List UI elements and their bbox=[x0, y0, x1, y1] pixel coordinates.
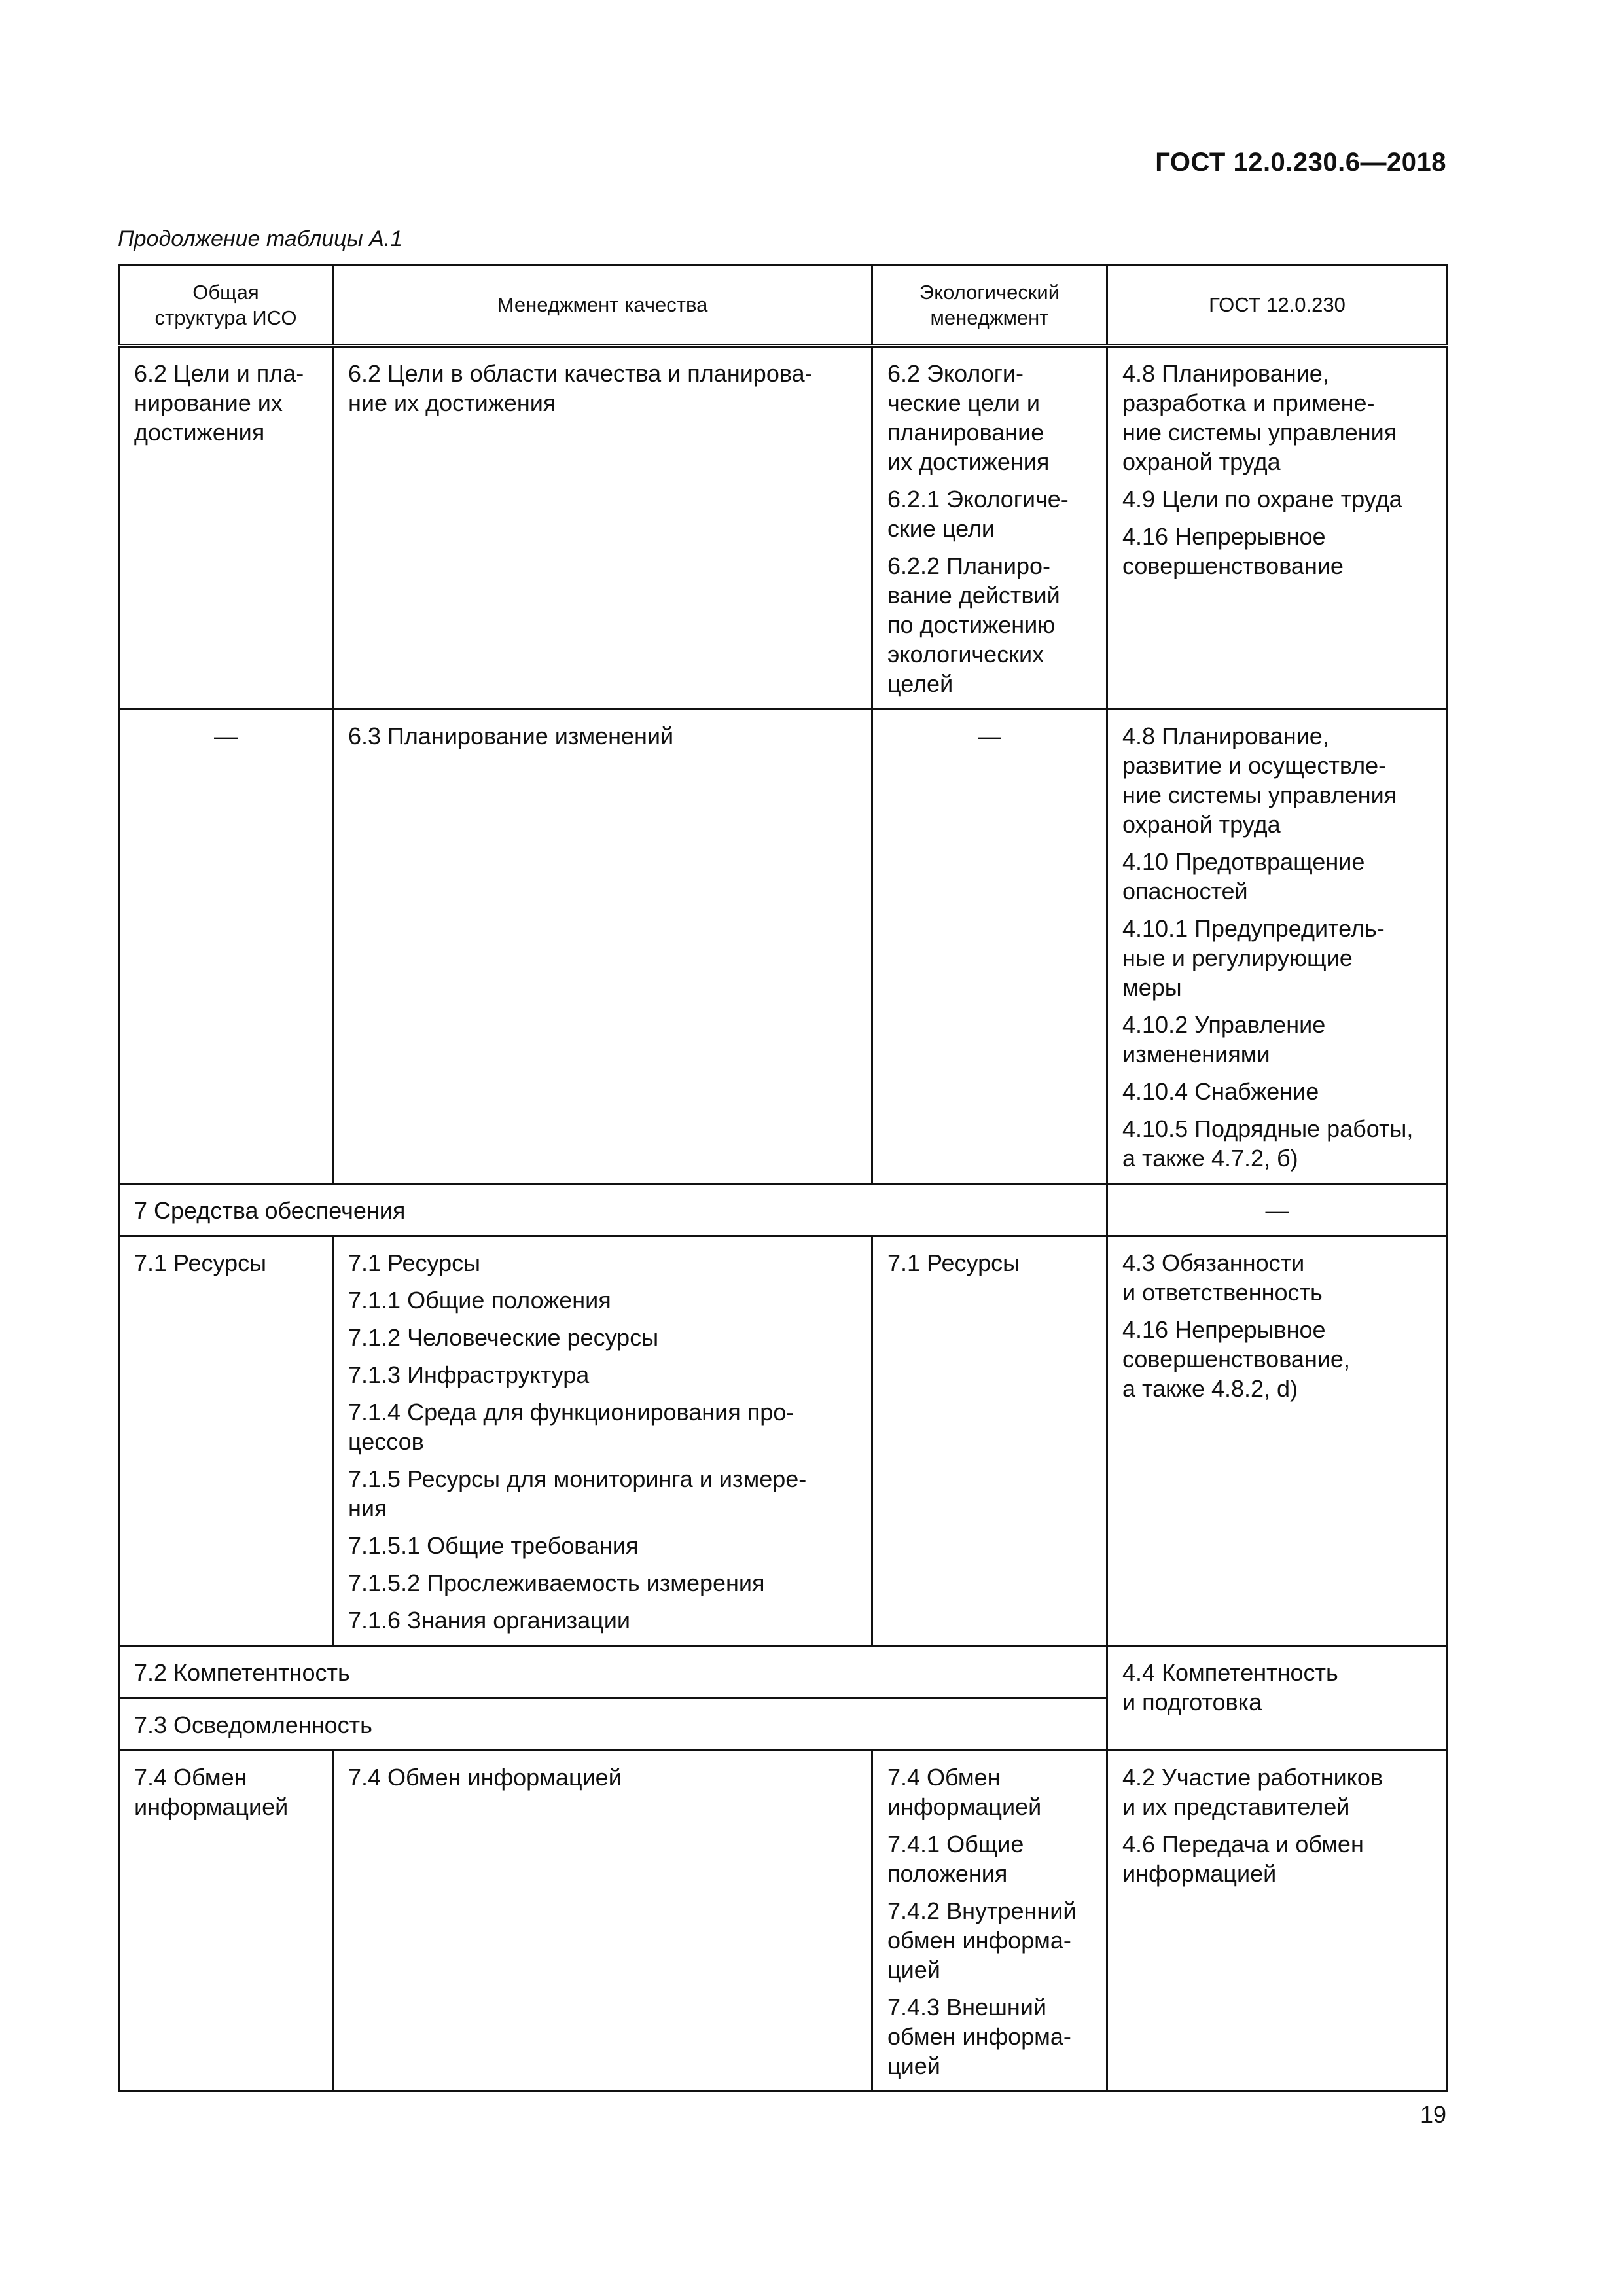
cell-quality bbox=[333, 709, 872, 1184]
cell-iso bbox=[119, 1751, 333, 2092]
cell-text: 7.4 Обмен информацией bbox=[134, 1764, 289, 1820]
cell-text: — bbox=[214, 723, 238, 749]
cell-span-section bbox=[119, 1184, 1107, 1236]
cell-text: 4.6 Передача и обмен информацией bbox=[1122, 1831, 1364, 1887]
cell-text: 6.3 Планирование изменений bbox=[348, 723, 674, 749]
cell-text: 7.4.3 Внешний обмен информа- цией bbox=[887, 1994, 1071, 2079]
cell-text: 7.1 Ресурсы bbox=[348, 1249, 480, 1276]
cell-text: 4.10.4 Снабжение bbox=[1122, 1078, 1319, 1105]
cell-gost bbox=[1107, 1646, 1448, 1751]
cell-text: 4.10.1 Предупредитель- ные и регулирующие меры bbox=[1122, 915, 1385, 1001]
cell-text: 7.1.5.2 Прослеживаемость измерения bbox=[348, 1570, 765, 1596]
cell-text: 4.16 Непрерывное совершенствование bbox=[1122, 523, 1344, 579]
cell-text: 7.4.2 Внутренний обмен информа- цией bbox=[887, 1897, 1077, 1983]
cell-environmental bbox=[872, 1751, 1107, 2092]
cell-text: 4.16 Непрерывное совершенствование, а также 4.8.2, d) bbox=[1122, 1316, 1350, 1402]
cell-text: 7.1.3 Инфраструктура bbox=[348, 1361, 590, 1388]
cell-iso bbox=[119, 1236, 333, 1646]
cell-environmental bbox=[872, 346, 1107, 709]
comparison-table bbox=[118, 264, 1448, 2092]
cell-text: 6.2.2 Планиро- вание действий по достижению экологических целей bbox=[887, 552, 1060, 697]
cell-iso bbox=[119, 709, 333, 1184]
cell-text: 7.1.6 Знания организации bbox=[348, 1607, 630, 1634]
cell-text: — bbox=[978, 723, 1001, 749]
cell-gost bbox=[1107, 1236, 1448, 1646]
header-label: Менеджмент качества bbox=[497, 293, 708, 316]
table-header-row bbox=[119, 265, 1448, 346]
header-iso-structure bbox=[119, 265, 333, 346]
cell-text: 4.4 Компетентность и подготовка bbox=[1122, 1659, 1338, 1715]
header-gost bbox=[1107, 265, 1448, 346]
cell-quality bbox=[333, 1751, 872, 2092]
cell-text: 7.4 Обмен информацией bbox=[887, 1764, 1042, 1820]
cell-text: 4.9 Цели по охране труда bbox=[1122, 486, 1402, 512]
cell-text: 7.1.5 Ресурсы для мониторинга и измере- ния bbox=[348, 1465, 807, 1522]
table-caption: Продолжение таблицы А.1 bbox=[118, 226, 403, 251]
cell-gost bbox=[1107, 709, 1448, 1184]
cell-text: 7.2 Компетентность bbox=[134, 1659, 350, 1686]
header-label: Общая структура ИСО bbox=[154, 280, 297, 329]
page-number: 19 bbox=[1419, 2101, 1446, 2128]
cell-text: 4.10.5 Подрядные работы, а также 4.7.2, б) bbox=[1122, 1115, 1414, 1172]
cell-text: 7.1.1 Общие положения bbox=[348, 1287, 611, 1314]
cell-gost bbox=[1107, 1184, 1448, 1236]
table-row bbox=[119, 1646, 1448, 1698]
cell-text: 4.10.2 Управление изменениями bbox=[1122, 1011, 1326, 1067]
cell-span-section bbox=[119, 1646, 1107, 1698]
cell-text: 7.4 Обмен информацией bbox=[348, 1764, 622, 1791]
cell-text: 7.1.4 Среда для функционирования про- цессов bbox=[348, 1399, 794, 1455]
cell-text: 7.1.5.1 Общие требования bbox=[348, 1532, 639, 1559]
table-row bbox=[119, 1184, 1448, 1236]
cell-text: 4.10 Предотвращение опасностей bbox=[1122, 848, 1365, 905]
cell-quality bbox=[333, 346, 872, 709]
cell-text: 4.3 Обязанности и ответственность bbox=[1122, 1249, 1323, 1306]
cell-text: 7.3 Осведомленность bbox=[134, 1712, 372, 1738]
cell-gost bbox=[1107, 346, 1448, 709]
cell-text: 4.2 Участие работников и их представителей bbox=[1122, 1764, 1383, 1820]
cell-text: — bbox=[1265, 1197, 1289, 1224]
cell-iso bbox=[119, 346, 333, 709]
cell-text: 6.2 Цели в области качества и планирова- ние их достижения bbox=[348, 360, 813, 416]
header-quality-management bbox=[333, 265, 872, 346]
cell-text: 7.4.1 Общие положения bbox=[887, 1831, 1024, 1887]
cell-text: 6.2.1 Экологиче- ские цели bbox=[887, 486, 1069, 542]
cell-quality bbox=[333, 1236, 872, 1646]
cell-text: 6.2 Цели и пла- нирование их достижения bbox=[134, 360, 304, 446]
header-label: ГОСТ 12.0.230 bbox=[1209, 293, 1346, 316]
table-row bbox=[119, 1236, 1448, 1646]
cell-text: 6.2 Экологи- ческие цели и планирование их достижения bbox=[887, 360, 1050, 475]
cell-span-section bbox=[119, 1698, 1107, 1751]
cell-environmental bbox=[872, 1236, 1107, 1646]
cell-environmental bbox=[872, 709, 1107, 1184]
document-code: ГОСТ 12.0.230.6—2018 bbox=[1155, 148, 1446, 177]
table-row bbox=[119, 346, 1448, 709]
cell-gost bbox=[1107, 1751, 1448, 2092]
table-row bbox=[119, 709, 1448, 1184]
cell-text: 7 Средства обеспечения bbox=[134, 1197, 406, 1224]
cell-text: 7.1.2 Человеческие ресурсы bbox=[348, 1324, 659, 1351]
cell-text: 7.1 Ресурсы bbox=[134, 1249, 266, 1276]
cell-text: 4.8 Планирование, развитие и осуществле- ние системы управления охраной труда bbox=[1122, 723, 1397, 838]
table-row bbox=[119, 1751, 1448, 2092]
header-environmental-management bbox=[872, 265, 1107, 346]
header-label: Экологический менеджмент bbox=[919, 280, 1060, 329]
cell-text: 4.8 Планирование, разработка и примене- ние системы управления охраной труда bbox=[1122, 360, 1397, 475]
cell-text: 7.1 Ресурсы bbox=[887, 1249, 1020, 1276]
